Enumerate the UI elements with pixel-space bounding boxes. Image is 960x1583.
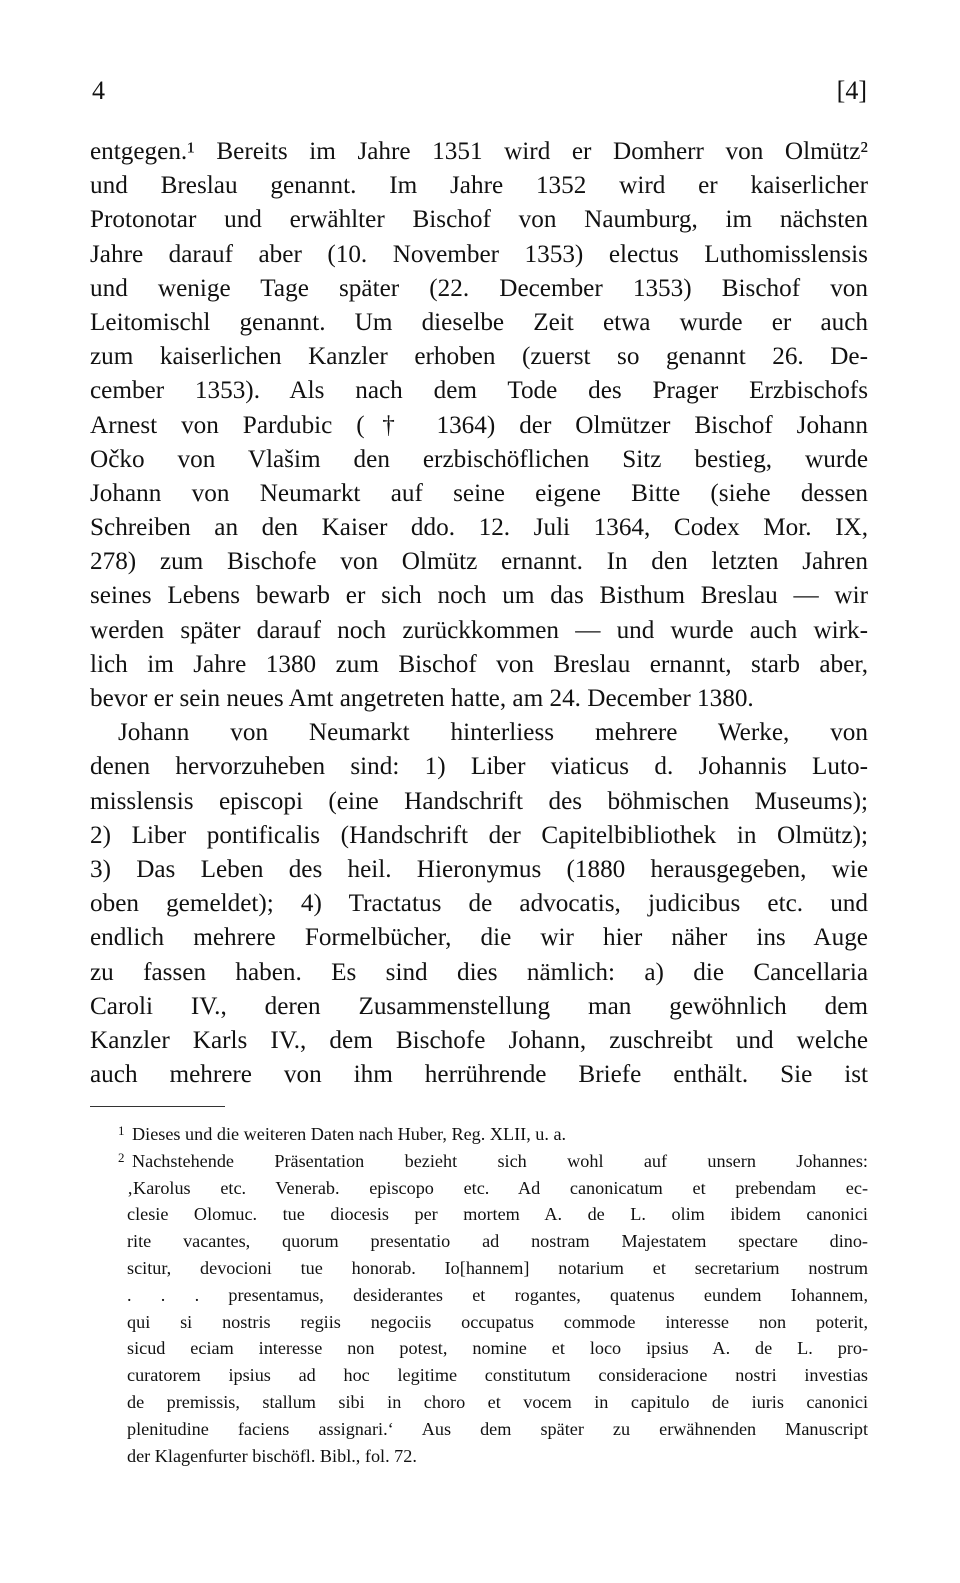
- footnote-line: sicud eciam interesse non potest, nomine et loco ipsius A. de L. pro-: [127, 1338, 868, 1359]
- footnote-line: ‚Karolus etc. Venerab. episcopo etc. Ad canonicatum et prebendam ec-: [127, 1177, 868, 1198]
- text-line: Leitomischl genannt. Um dieselbe Zeit etwa wurde er auch: [90, 308, 868, 336]
- footnotes: [90, 1121, 868, 1469]
- text-line: Caroli IV., deren Zusammenstellung man gewöhnlich dem: [90, 992, 868, 1020]
- text-line: Protonotar und erwählter Bischof von Naumburg, im nächsten: [90, 206, 868, 234]
- text-line: endlich mehrere Formelbücher, die wir hier näher ins Auge: [90, 924, 868, 952]
- footnote-1: [90, 1121, 868, 1148]
- footnote-line: de premissis, stallum sibi in choro et vocem in capitulo de iuris canonici: [127, 1391, 868, 1412]
- text-line: und wenige Tage später (22. December 1353) Bischof von: [90, 274, 868, 302]
- text-line: Johann von Neumarkt hinterliess mehrere Werke, von: [118, 719, 868, 747]
- footnote-text: Nachstehende Präsentation bezieht sich wohl auf unsern Johannes:: [132, 1150, 868, 1171]
- footnote-line: . . . presentamus, desiderantes et rogantes, quatenus eundem Iohannem,: [127, 1284, 868, 1305]
- text-line: 3) Das Leben des heil. Hieronymus (1880 herausgegeben, wie: [90, 855, 868, 883]
- footnote-2: [90, 1148, 868, 1175]
- text-line: Očko von Vlašim den erzbischöflichen Sitz bestieg, wurde: [90, 445, 868, 473]
- text-line: auch mehrere von ihm herrührende Briefe enthält. Sie ist: [90, 1061, 868, 1089]
- footnote-text: Dieses und die weiteren Daten nach Huber, Reg. XLII, u. a.: [132, 1124, 567, 1144]
- text-line: entgegen.¹ Bereits im Jahre 1351 wird er Domherr von Olmütz²: [90, 138, 868, 165]
- footnote-marker: 2: [118, 1149, 125, 1165]
- text-line: werden später darauf noch zurückkommen — und wurde auch wirk-: [90, 616, 868, 644]
- text-line: Jahre darauf aber (10. November 1353) electus Luthomisslensis: [90, 240, 868, 268]
- footnote-line: scitur, devocioni tue honorab. Io[hannem] notarium et secretarium nostrum: [127, 1257, 868, 1278]
- footnote-divider: [90, 1106, 225, 1107]
- text-line: seines Lebens bewarb er sich noch um das Bisthum Breslau — wir: [90, 582, 868, 610]
- page-header: [92, 76, 867, 110]
- text-line: und Breslau genannt. Im Jahre 1352 wird er kaiserlicher: [90, 172, 868, 200]
- text-line: Kanzler Karls IV., dem Bischofe Johann, zuschreibt und welche: [90, 1026, 868, 1054]
- text-line: bevor er sein neues Amt angetreten hatte, am 24. December 1380.: [90, 685, 754, 712]
- footnote-line: clesie Olomuc. tue diocesis per mortem A. de L. olim ibidem canonici: [127, 1204, 868, 1225]
- text-line: 2) Liber pontificalis (Handschrift der Capitelbibliothek in Olmütz);: [90, 821, 868, 849]
- text-line: lich im Jahre 1380 zum Bischof von Breslau ernannt, starb aber,: [90, 650, 868, 678]
- main-text: [90, 135, 868, 1092]
- text-line: zu fassen haben. Es sind dies nämlich: a) die Cancellaria: [90, 958, 868, 986]
- footnote-marker: 1: [118, 1123, 125, 1138]
- text-line: Arnest von Pardubic († 1364) der Olmützer Bischof Johann: [90, 411, 868, 439]
- footnote-line: rite vacantes, quorum presentatio ad nostram Majestatem spectare dino-: [127, 1231, 868, 1252]
- footnote-line: qui si nostris regiis negociis occupatus commode interesse non poterit,: [127, 1311, 868, 1332]
- footnote-line: plenitudine faciens assignari.‘ Aus dem später zu erwähnenden Manuscript: [127, 1418, 868, 1439]
- text-line: Schreiben an den Kaiser ddo. 12. Juli 1364, Codex Mor. IX,: [90, 514, 868, 542]
- text-line: denen hervorzuheben sind: 1) Liber viaticus d. Johannis Luto-: [90, 753, 868, 781]
- text-line: cember 1353). Als nach dem Tode des Prager Erzbischofs: [90, 377, 868, 405]
- page-number: 4: [92, 76, 105, 105]
- footnote-line: der Klagenfurter bischöfl. Bibl., fol. 72.: [127, 1445, 417, 1466]
- text-line: misslensis episcopi (eine Handschrift des böhmischen Museums);: [90, 787, 868, 815]
- text-line: oben gemeldet); 4) Tractatus de advocatis, judicibus etc. und: [90, 890, 868, 918]
- bracket-page-number: [4]: [836, 76, 867, 105]
- text-line: zum kaiserlichen Kanzler erhoben (zuerst so genannt 26. De-: [90, 343, 868, 371]
- text-line: 278) zum Bischofe von Olmütz ernannt. In den letzten Jahren: [90, 548, 868, 576]
- footnote-line: curatorem ipsius ad hoc legitime constitutum consideracione nostri investias: [127, 1365, 868, 1386]
- text-line: Johann von Neumarkt auf seine eigene Bitte (siehe dessen: [90, 479, 868, 507]
